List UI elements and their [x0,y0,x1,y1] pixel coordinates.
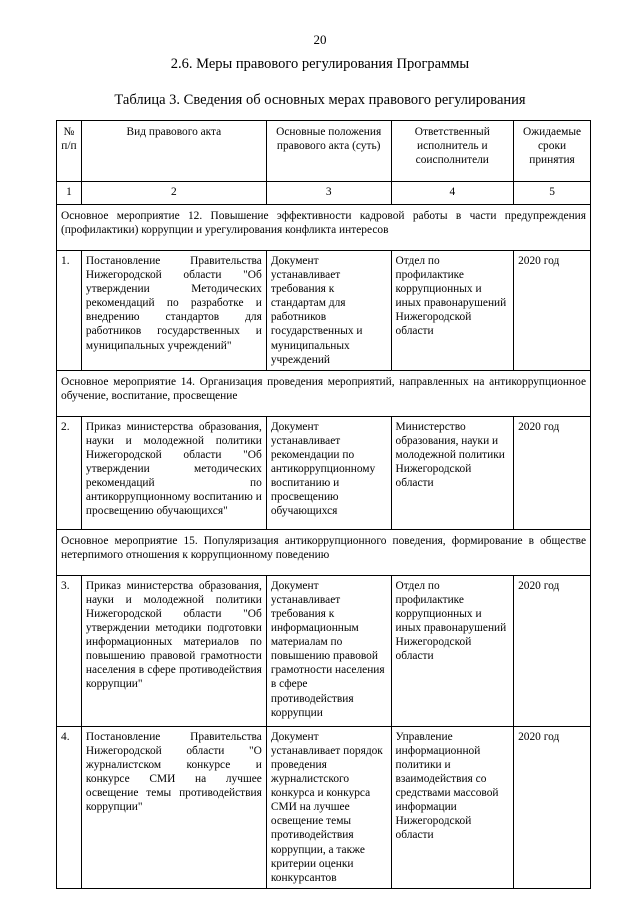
term-cell: 2020 год [514,726,591,888]
column-number: 2 [81,182,266,205]
responsible-cell: Управление информационной политики и взаимодействия со средствами массовой информации Нижегородской области [391,726,514,888]
table-header-row [57,121,591,182]
row-number: 1. [57,251,82,371]
column-number: 4 [391,182,514,205]
essence-cell: Документ устанавливает требования к информационным материалам по повышению правовой грамотности населения в сфере противодействия коррупции [266,575,391,726]
column-number-row [57,182,591,205]
row-number: 3. [57,575,82,726]
group-row [57,205,591,251]
header-number: № п/п [57,121,82,182]
legal-measures-table [56,120,591,889]
group-title: Основное мероприятие 14. Организация проведения мероприятий, направленных на антикоррупционное обучение, воспитание, просвещение [57,370,591,416]
essence-cell: Документ устанавливает требования к стандартам для работников государственных и муниципальных учреждений [266,251,391,371]
responsible-cell: Министерство образования, науки и молодежной политики Нижегородской области [391,416,514,529]
section-title: 2.6. Меры правового регулирования Программы [170,56,470,72]
table-title: Таблица 3. Сведения об основных мерах правового регулирования [114,92,526,108]
term-cell: 2020 год [514,575,591,726]
page-number: 20 [313,32,327,47]
row-number: 4. [57,726,82,888]
act-type-cell: Приказ министерства образования, науки и молодежной политики Нижегородской области "Об утверждении методических рекомендаций по антикоррупционному воспитанию и просвещению обучающихся" [81,416,266,529]
table-row [57,251,591,371]
responsible-cell: Отдел по профилактике коррупционных и иных правонарушений Нижегородской области [391,251,514,371]
header-essence: Основные положения правового акта (суть) [266,121,391,182]
table-row [57,575,591,726]
act-type-cell: Приказ министерства образования, науки и молодежной политики Нижегородской области "Об утверждении методики подготовки информационных материалов по повышению правовой грамотности населения в сфере противодействия коррупции" [81,575,266,726]
row-number: 2. [57,416,82,529]
essence-cell: Документ устанавливает рекомендации по антикоррупционному воспитанию и просвещению обучающихся [266,416,391,529]
group-title: Основное мероприятие 12. Повышение эффективности кадровой работы в части предупреждения (профилактики) коррупции и урегулирования конфликта интересов [57,205,591,251]
act-type-cell: Постановление Правительства Нижегородской области "О журналистском конкурсе и конкурсе СМИ на лучшее освещение темы противодействия коррупции" [81,726,266,888]
header-responsible: Ответственный исполнитель и соисполнители [391,121,514,182]
header-act-type: Вид правового акта [81,121,266,182]
table-row [57,726,591,888]
group-title: Основное мероприятие 15. Популяризация антикоррупционного поведения, формирование в обществе нетерпимого отношения к коррупционному поведению [57,529,591,575]
column-number: 1 [57,182,82,205]
responsible-cell: Отдел по профилактике коррупционных и иных правонарушений Нижегородской области [391,575,514,726]
column-number: 3 [266,182,391,205]
table-body [57,121,591,889]
essence-cell: Документ устанавливает порядок проведения журналистского конкурса и конкурса СМИ на лучшее освещение темы противодействия коррупции, а также критерии оценки конкурсантов [266,726,391,888]
group-row [57,370,591,416]
act-type-cell: Постановление Правительства Нижегородской области "Об утверждении Методических рекомендаций по разработке и внедрению стандартов для работников государственных и муниципальных учреждений" [81,251,266,371]
group-row [57,529,591,575]
header-term: Ожидаемые сроки принятия [514,121,591,182]
column-number: 5 [514,182,591,205]
table-row [57,416,591,529]
term-cell: 2020 год [514,416,591,529]
term-cell: 2020 год [514,251,591,371]
